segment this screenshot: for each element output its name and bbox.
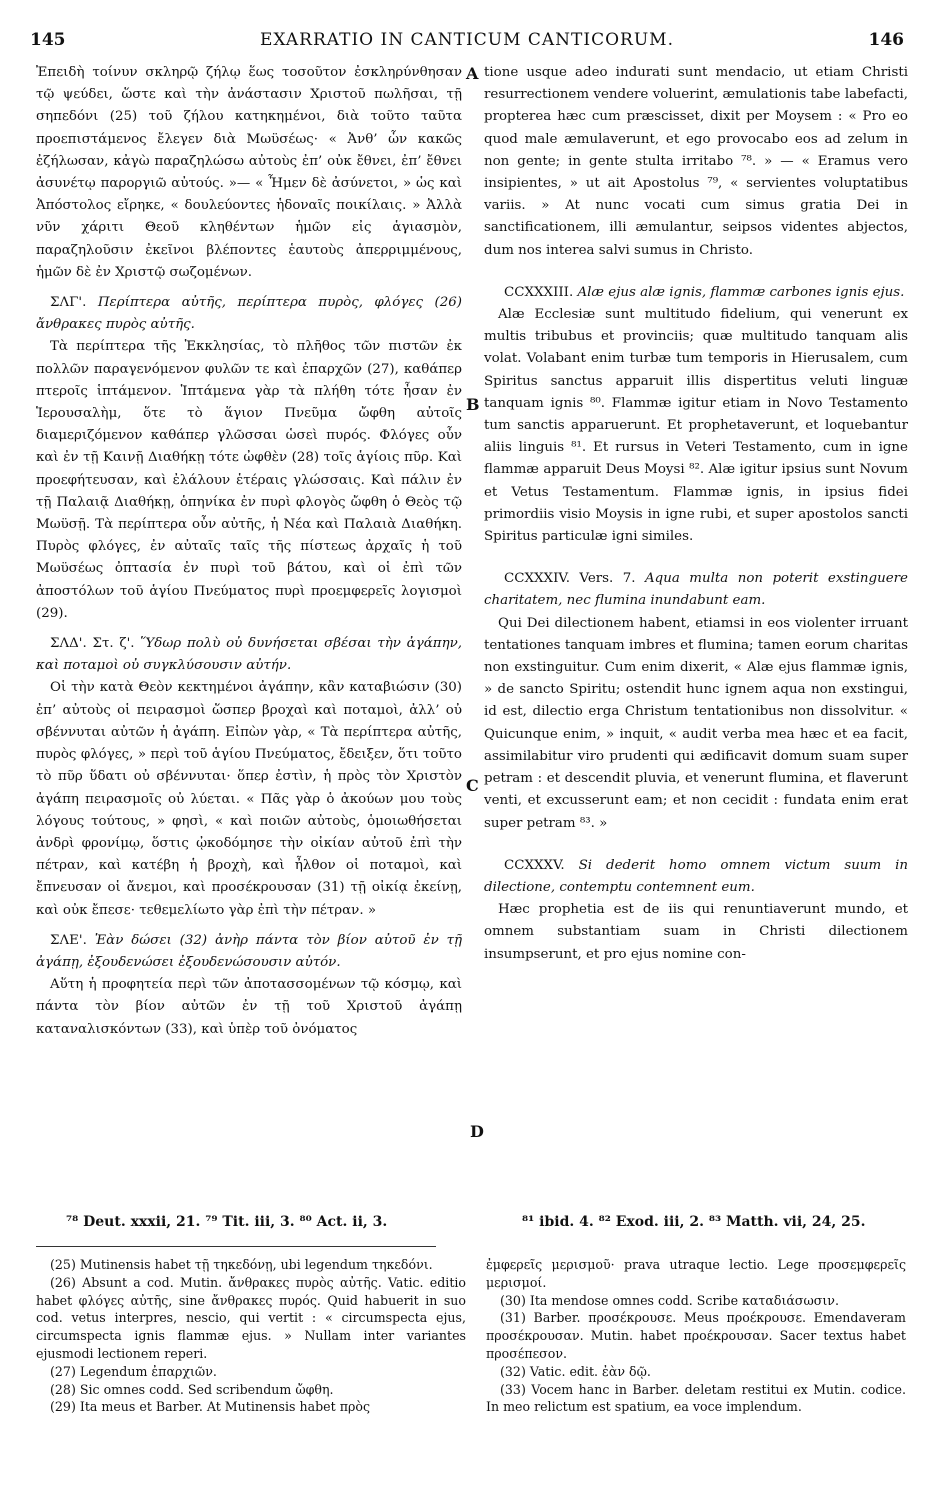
latin-section-233-heading <box>484 282 908 304</box>
latin-paragraph-2: Alæ Ecclesiæ sunt multitudo fidelium, qui venerunt ex multis tribubus et provinciis; quæ multitudo tanquam alis volat. Volabant enim turbæ tum temporis in Hierusalem, cum Spiritus sanctus apparuit illis dispertitus veluti linguæ tanquam ignis ⁸⁰. Flammæ igitur etiam in Novo Testamento tum sanctis apparuerunt. Et prophetaverunt, et loquebantur aliis linguis ⁸¹. Et rursus in Veteri Testamento, cum in igne flammæ apparuit Deus Moysi ⁸². Alæ igitur ipsius sunt Novum et Vetus Testamentum. Flammæ ignis, in ipsius fidei primordiis visio Moysis in igne rubi, et super apostolos sancti Spiritus particulæ igni similes. <box>484 307 908 545</box>
note-31: (31) Barber. προσέκρουσε. Meus προέκρουσε. Emendaveram προσέκρουσαν. Mutin. habet προέκρουσαν. Sacer textus habet προσέπεσον. <box>486 1310 906 1361</box>
lemma-text: Ἐὰν δώσει (32) ἀνὴρ πάντα τὸν βίον αὐτοῦ ἐν τῇ ἀγάπῃ, ἐξουδενώσει ἐξουδενώσουσιν αὐτόν. <box>36 932 463 970</box>
greek-paragraph-2: Τὰ περίπτερα τῆς Ἐκκλησίας, τὸ πλῆθος τῶν πιστῶν ἐκ πολλῶν παραγενόμενον φυλῶν τε καὶ ἐπαρχῶν (27), καθάπερ πτεροῖς ἱπτάμενον. Ἱπτάμενα γὰρ τὰ πλήθη τότε ἦσαν ἐν Ἱερουσαλὴμ, ὅτε τὸ ἅγιον Πνεῦμα ὤφθη αὐτοῖς διαμεριζόμενον καθάπερ γλῶσσαι ὡσεὶ πυρός. Φλόγες οὖν καὶ ἐν τῇ Καινῇ Διαθήκῃ τότε ὠφθὲν (28) τοῖς ἁγίοις πῦρ. Καὶ προεφήτευσαν, καὶ ἐλάλουν ἑτέραις γλώσσαις. Καὶ πάλιν ἐν τῇ Παλαιᾷ Διαθήκῃ, ὁπηνίκα ἐν πυρὶ φλογὸς ὤφθη ὁ Θεὸς τῷ Μωϋσῇ. Τὰ περίπτερα οὖν αὐτῆς, ἡ Νέα καὶ Παλαιὰ Διαθήκη. Πυρὸς φλόγες, ἐν αὐταῖς ταῖς τῆς πίστεως ἀρχαῖς ἡ τοῦ Μωϋσέως ὀπτασία ἐν πυρὶ τοῦ βάτου, καὶ οἱ ἐπὶ τῶν ἀποστόλων τοῦ ἁγίου Πνεύματος πυρὶ προεμφερεῖς λογισμοὶ (29). <box>36 339 462 621</box>
note-29-continued: ἐμφερεῖς μερισμοῦ· prava utraque lectio. Lege προσεμφερεῖς μερισμοί. <box>486 1257 906 1290</box>
margin-letter-c: C <box>466 776 479 795</box>
section-number: ΣΛΕ'. <box>50 932 87 948</box>
greek-paragraph-1: Ἐπειδὴ τοίνυν σκληρῷ ζήλῳ ἕως τοσοῦτον ἐσκληρύνθησαν τῷ ψεύδει, ὥστε καὶ τὴν ἀνάστασιν Χριστοῦ πωλῆσαι, τῇ σηπεδόνι (25) τοῦ ζήλου κατηκημένοι, διὰ τοῦτο ταῦτα προεπιστάμενος ἔλεγεν διὰ Μωϋσέως· « Ἀνθ’ ὧν κακῶς ἐζήλωσαν, κἀγὼ παραζηλώσω αὐτοὺς ἐπ’ οὐκ ἔθνει, ἐπ’ ἔθνει ἀσυνέτῳ παροργιῶ αὐτούς. »— « Ἦμεν δὲ ἀσύνετοι, » ὡς καὶ Ἀπόστολος εἴρηκε, « δουλεύοντες ἡδοναῖς ποικίλαις. » Ἀλλὰ νῦν χάριτι Θεοῦ κληθέντων ἡμῶν εἰς ἁγιασμὸν, παραζηλοῦσιν ἐκεῖνοι βλέποντες ἑαυτοὺς ἀπερριμμένους, ἡμῶν δὲ ἐν Χριστῷ σωζομένων. <box>36 65 462 280</box>
note-25: (25) Mutinensis habet τῇ τηκεδόνῃ, ubi legendum τηκεδόνι. <box>50 1257 433 1272</box>
margin-letter-d: D <box>470 1122 484 1141</box>
note-26: (26) Absunt a cod. Mutin. ἄνθρακες πυρὸς αὐτῆς. Vatic. editio habet φλόγες αὐτῆς, sine ἄνθρακες πυρός. Quid habuerit in suo cod. vetus interpres, nescio, qui vertit : « circumspecta ejus, circumspecta ignis flammæ ejus. » Nullam inter variantes ejusmodi lectionem reperi. <box>36 1274 466 1361</box>
latin-section-235-heading <box>484 855 908 899</box>
scripture-references <box>36 1214 908 1238</box>
page-number-right: 146 <box>868 30 904 50</box>
section-number: ΣΛΔ'. Στ. ζ'. <box>50 636 135 652</box>
running-title: EXARRATIO IN CANTICUM CANTICORUM. <box>260 30 674 50</box>
latin-paragraph-3: Qui Dei dilectionem habent, etiamsi in eos violenter irruant tentationes tanquam imbres et flumina; tamen eorum charitas non exstinguitur. Cum enim dixerit, « Alæ ejus flammæ ignis, » de sancto Spiritu; ostendit hunc ignem aqua non exstingui, id est, dilectio erga Christum tentationibus non dissolvitur. « Quicunque enim, » inquit, « audit verba mea hæc et ea facit, assimilabitur viro prudenti qui ædificavit domum suam super petram : et descendit pluvia, et venerunt flumina, et flaverunt venti, et excusserunt eam; et non cecidit : fundata enim erat super petram ⁸³. » <box>484 615 908 831</box>
note-30: (30) Ita mendose omnes codd. Scribe καταδιάσωσιν. <box>500 1292 839 1308</box>
greek-paragraph-4: Αὕτη ἡ προφητεία περὶ τῶν ἀποτασσομένων τῷ κόσμῳ, καὶ πάντα τὸν βίον αὐτῶν ἐν τῇ τοῦ Χριστοῦ ἀγάπῃ καταναλισκόντων (33), καὶ ὑπὲρ τοῦ ὀνόματος <box>36 977 462 1037</box>
note-28: (28) Sic omnes codd. Sed scribendum ὤφθη. <box>50 1381 334 1397</box>
lemma-text: Περίπτερα αὐτῆς, περίπτερα πυρὸς, φλόγες (26) ἄνθρακες πυρὸς αὐτῆς. <box>36 295 462 333</box>
lemma-text: Ὕδωρ πολὺ οὐ δυνήσεται σβέσαι τὴν ἀγάπην, καὶ ποταμοὶ οὐ συγκλύσουσιν αὐτήν. <box>36 636 462 674</box>
section-number: CCXXXIV. Vers. 7. <box>504 571 636 587</box>
greek-section-234-heading <box>36 633 462 677</box>
section-number: CCXXXIII. <box>504 284 574 300</box>
scripture-refs-left: ⁷⁸ Deut. xxxii, 21. ⁷⁹ Tit. iii, 3. ⁸⁰ Act. ii, 3. <box>66 1214 388 1230</box>
running-header <box>30 30 904 58</box>
section-number: CCXXXV. <box>504 857 565 873</box>
margin-letter-a: A <box>466 64 479 83</box>
critical-notes-left <box>36 1256 466 1416</box>
lemma-text: Alæ ejus alæ ignis, flammæ carbones ignis ejus. <box>577 284 905 300</box>
latin-column <box>484 62 908 966</box>
note-27: (27) Legendum ἐπαρχιῶν. <box>50 1363 217 1379</box>
critical-notes-right <box>486 1256 906 1416</box>
latin-paragraph-1: tione usque adeo indurati sunt mendacio, ut etiam Christi resurrectionem vendere voluerint, æmulationis tabe labefacti, propterea hæc cum præscisset, dixit per Moysem : « Pro eo quod male æmulaverunt, et ego provocabo eos ad zelum in non gente; in gente stulta irritabo ⁷⁸. » — « Eramus vero insipientes, » ut ait Apostolus ⁷⁹, « servientes voluptatibus variis. » At nunc vocati cum simus gratia Dei in sanctificationem, illi æmulantur, seipsos videntes abjectos, dum nos interea salvi sumus in Christo. <box>484 65 908 258</box>
greek-section-235-heading <box>36 930 462 974</box>
latin-paragraph-4: Hæc prophetia est de iis qui renuntiaverunt mundo, et omnem substantiam suam in Christi dilectionem insumpserunt, et pro ejus nomine con- <box>484 902 908 962</box>
page-number-left: 145 <box>30 30 66 50</box>
note-29: (29) Ita meus et Barber. At Mutinensis habet πρὸς <box>50 1399 371 1415</box>
scripture-refs-right: ⁸¹ ibid. 4. ⁸² Exod. iii, 2. ⁸³ Matth. vii, 24, 25. <box>522 1214 866 1230</box>
lemma-text: Si dederit homo omnem victum suum in dilectione, contemptu contemnent eum. <box>484 857 908 895</box>
note-32: (32) Vatic. edit. ἐὰν δῷ. <box>500 1363 651 1379</box>
footnote-divider <box>36 1246 436 1247</box>
greek-column <box>36 62 462 1041</box>
greek-paragraph-3: Οἱ τὴν κατὰ Θεὸν κεκτημένοι ἀγάπην, κἂν καταβιώσιν (30) ἐπ’ αὐτοὺς οἱ πειρασμοὶ ὥσπερ βροχαὶ καὶ ποταμοὶ, ἀλλ’ οὐ σβέννυται αὐτῶν ἡ ἀγάπη. Εἰπὼν γὰρ, « Τὰ περίπτερα αὐτῆς, πυρὸς φλόγες, » περὶ τοῦ ἁγίου Πνεύματος, ἔδειξεν, ὅτι τοῦτο τὸ πῦρ ὕδατι οὐ σβέννυται· ὅπερ ἐστὶν, ἡ πρὸς τὸν Χριστὸν ἀγάπη πειρασμοῖς οὐ λύεται. « Πᾶς γὰρ ὁ ἀκούων μου τοὺς λόγους τούτους, » φησὶ, « καὶ ποιῶν αὐτοὺς, ὁμοιωθήσεται ἀνδρὶ φρονίμῳ, ὅστις ᾠκοδόμησε τὴν οἰκίαν αὐτοῦ ἐπὶ τὴν πέτραν, καὶ κατέβη ἡ βροχὴ, καὶ ἦλθον οἱ ποταμοὶ, καὶ ἔπνευσαν οἱ ἄνεμοι, καὶ προσέκρουσαν (31) τῇ οἰκίᾳ ἐκείνῃ, καὶ οὐκ ἔπεσε· τεθεμελίωτο γὰρ ἐπὶ τὴν πέτραν. » <box>36 680 462 918</box>
latin-section-234-heading <box>484 568 908 612</box>
greek-section-233-heading <box>36 292 462 336</box>
section-number: ΣΛΓ'. <box>50 295 87 311</box>
lemma-text: Aqua multa non poterit exstinguere charitatem, nec flumina inundabunt eam. <box>484 571 908 609</box>
note-33: (33) Vocem hanc in Barber. deletam restitui ex Mutin. codice. In meo relictum est spatium, ea voce implendum. <box>486 1381 906 1415</box>
margin-letter-b: B <box>466 395 480 414</box>
